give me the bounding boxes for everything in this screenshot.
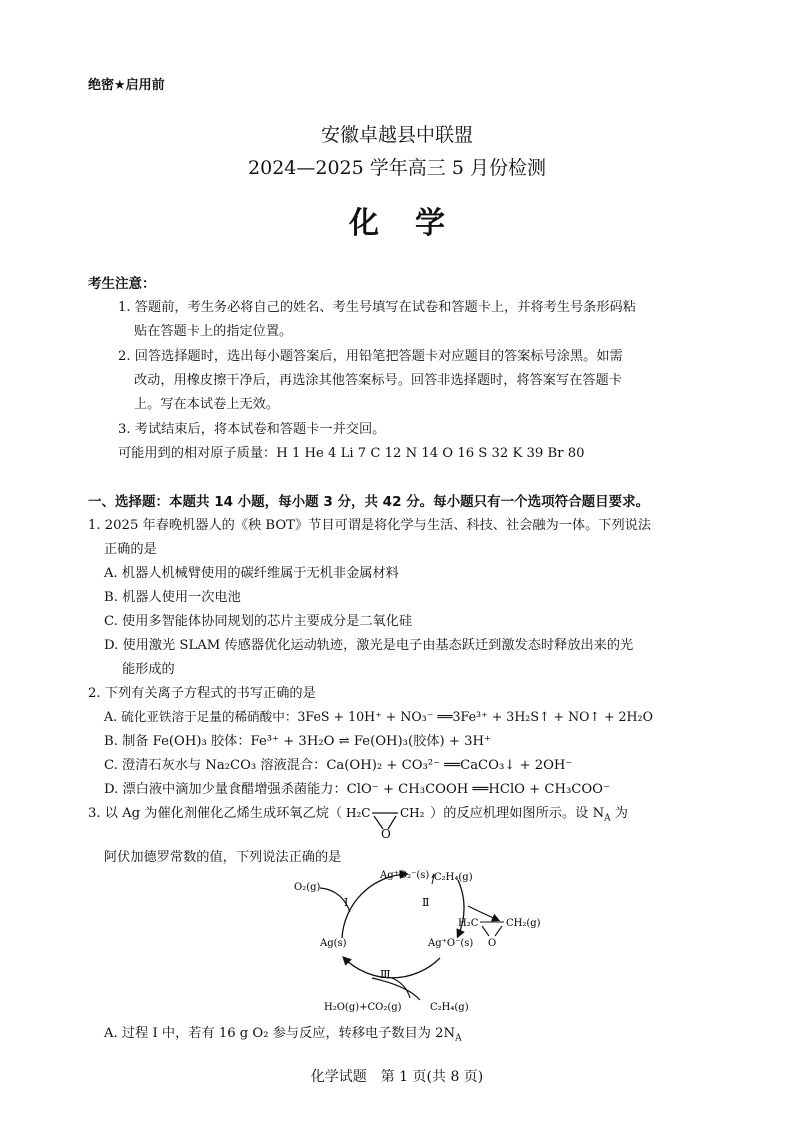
page-footer: 化学试题 第 1 页(共 8 页) — [310, 1069, 484, 1085]
q1-option-d: D. 使用激光 SLAM 传感器优化运动轨迹，激光是电子由基态跃迁到激发态时释放出来的光 — [104, 638, 634, 653]
species-ag: Ag(s) — [320, 938, 347, 949]
step-label-2: Ⅱ — [422, 896, 430, 909]
q1-option-c: C. 使用多智能体协同规划的芯片主要成分是二氧化硅 — [104, 614, 413, 629]
mechanism-diagram — [280, 860, 570, 1020]
notice-line: 改动，用橡皮擦干净后，再选涂其他答案标号。回答非选择题时，将答案写在答题卡 — [134, 373, 622, 388]
q2-option-c: C. 澄清石灰水与 Na₂CO₃ 溶液混合：Ca(OH)₂ + CO₃²⁻ ══CaCO₃↓ + 2OH⁻ — [104, 758, 573, 773]
epoxide-h2c: H₂C — [458, 918, 479, 929]
inline-ch2: CH₂ — [400, 806, 425, 820]
species-ag-o2: Ag⁺O₂⁻(s) — [380, 870, 430, 881]
q1-stem-cont: 正确的是 — [104, 542, 157, 557]
input-o2: O₂(g) — [294, 882, 321, 893]
confidential-label: 绝密★启用前 — [88, 78, 165, 93]
step-label-1: Ⅰ — [344, 896, 349, 909]
notice-line: 3. 考试结束后，将本试卷和答题卡一并交回。 — [118, 422, 386, 437]
section-heading: 一、选择题：本题共 14 小题，每小题 3 分，共 42 分。每小题只有一个选项符合题目要求。 — [88, 494, 650, 510]
notice-line: 1. 答题前，考生务必将自己的姓名、考生号填写在试卷和答题卡上，并将考生号条形码粘 — [118, 300, 636, 315]
q1-option-b: B. 机器人使用一次电池 — [104, 590, 241, 605]
input-c2h4-top: C₂H₄(g) — [434, 872, 473, 883]
notice-title: 考生注意： — [88, 276, 156, 292]
q3-stem: 3. 以 Ag 为催化剂催化乙烯生成环氧乙烷（ H₂C CH₂ O ）的反应机理如图所示。设 $N_A$ 为 — [88, 802, 628, 839]
inline-o: O — [381, 827, 391, 839]
output-h2o-co2: H₂O(g)+CO₂(g) — [324, 1002, 402, 1013]
notice-line: 2. 回答选择题时，选出每小题答案后，用铅笔把答题卡对应题目的答案标号涂黑。如需 — [118, 349, 623, 364]
inline-h2c: H₂C — [346, 806, 371, 820]
step-label-3: Ⅲ — [380, 968, 391, 981]
q2-stem: 2. 下列有关离子方程式的书写正确的是 — [88, 686, 316, 701]
q1-stem: 1. 2025 年春晚机器人的《秧 BOT》节目可谓是将化学与生活、科技、社会融为一体。下列说法 — [88, 518, 652, 533]
notice-line: 上。写在本试卷上无效。 — [134, 397, 280, 412]
subject-title: 化学 — [349, 206, 481, 241]
q3-option-a: A. 过程 Ⅰ 中，若有 16 g O₂ 参与反应，转移电子数目为 $2N_A$ — [104, 1026, 462, 1044]
notice-line: 贴在答题卡上的指定位置。 — [134, 324, 293, 339]
alliance-title: 安徽卓越县中联盟 — [320, 124, 473, 146]
input-c2h4-bottom: C₂H₄(g) — [430, 1002, 469, 1013]
q1-option-a: A. 机器人机械臂使用的碳纤维属于无机非金属材料 — [104, 566, 399, 581]
epoxide-o: O — [488, 938, 497, 949]
q2-option-b: B. 制备 Fe(OH)₃ 胶体：Fe³⁺ + 3H₂O ⇌ Fe(OH)₃(胶体) + 3H⁺ — [104, 734, 491, 749]
q2-option-d: D. 漂白液中滴加少量食醋增强杀菌能力：ClO⁻ + CH₃COOH ══HClO + CH₃COO⁻ — [104, 782, 610, 797]
q1-option-d-cont: 能形成的 — [122, 662, 175, 677]
epoxide-inline-structure — [342, 803, 430, 839]
exam-title: 2024—2025 学年高三 5 月份检测 — [248, 157, 546, 179]
epoxide-ch2: CH₂(g) — [506, 918, 541, 929]
q3-stem-cont: 阿伏加德罗常数的值，下列说法正确的是 — [104, 850, 342, 865]
species-ag-o: Ag⁺O⁻(s) — [428, 938, 474, 949]
q2-option-a: A. 硫化亚铁溶于足量的稀硝酸中：3FeS + 10H⁺ + NO₃⁻ ══3Fe³⁺ + 3H₂S↑ + NO↑ + 2H₂O — [104, 709, 653, 724]
atomic-mass-line: 可能用到的相对原子质量：H 1 He 4 Li 7 C 12 N 14 O 16 S 32 K 39 Br 80 — [118, 446, 585, 461]
